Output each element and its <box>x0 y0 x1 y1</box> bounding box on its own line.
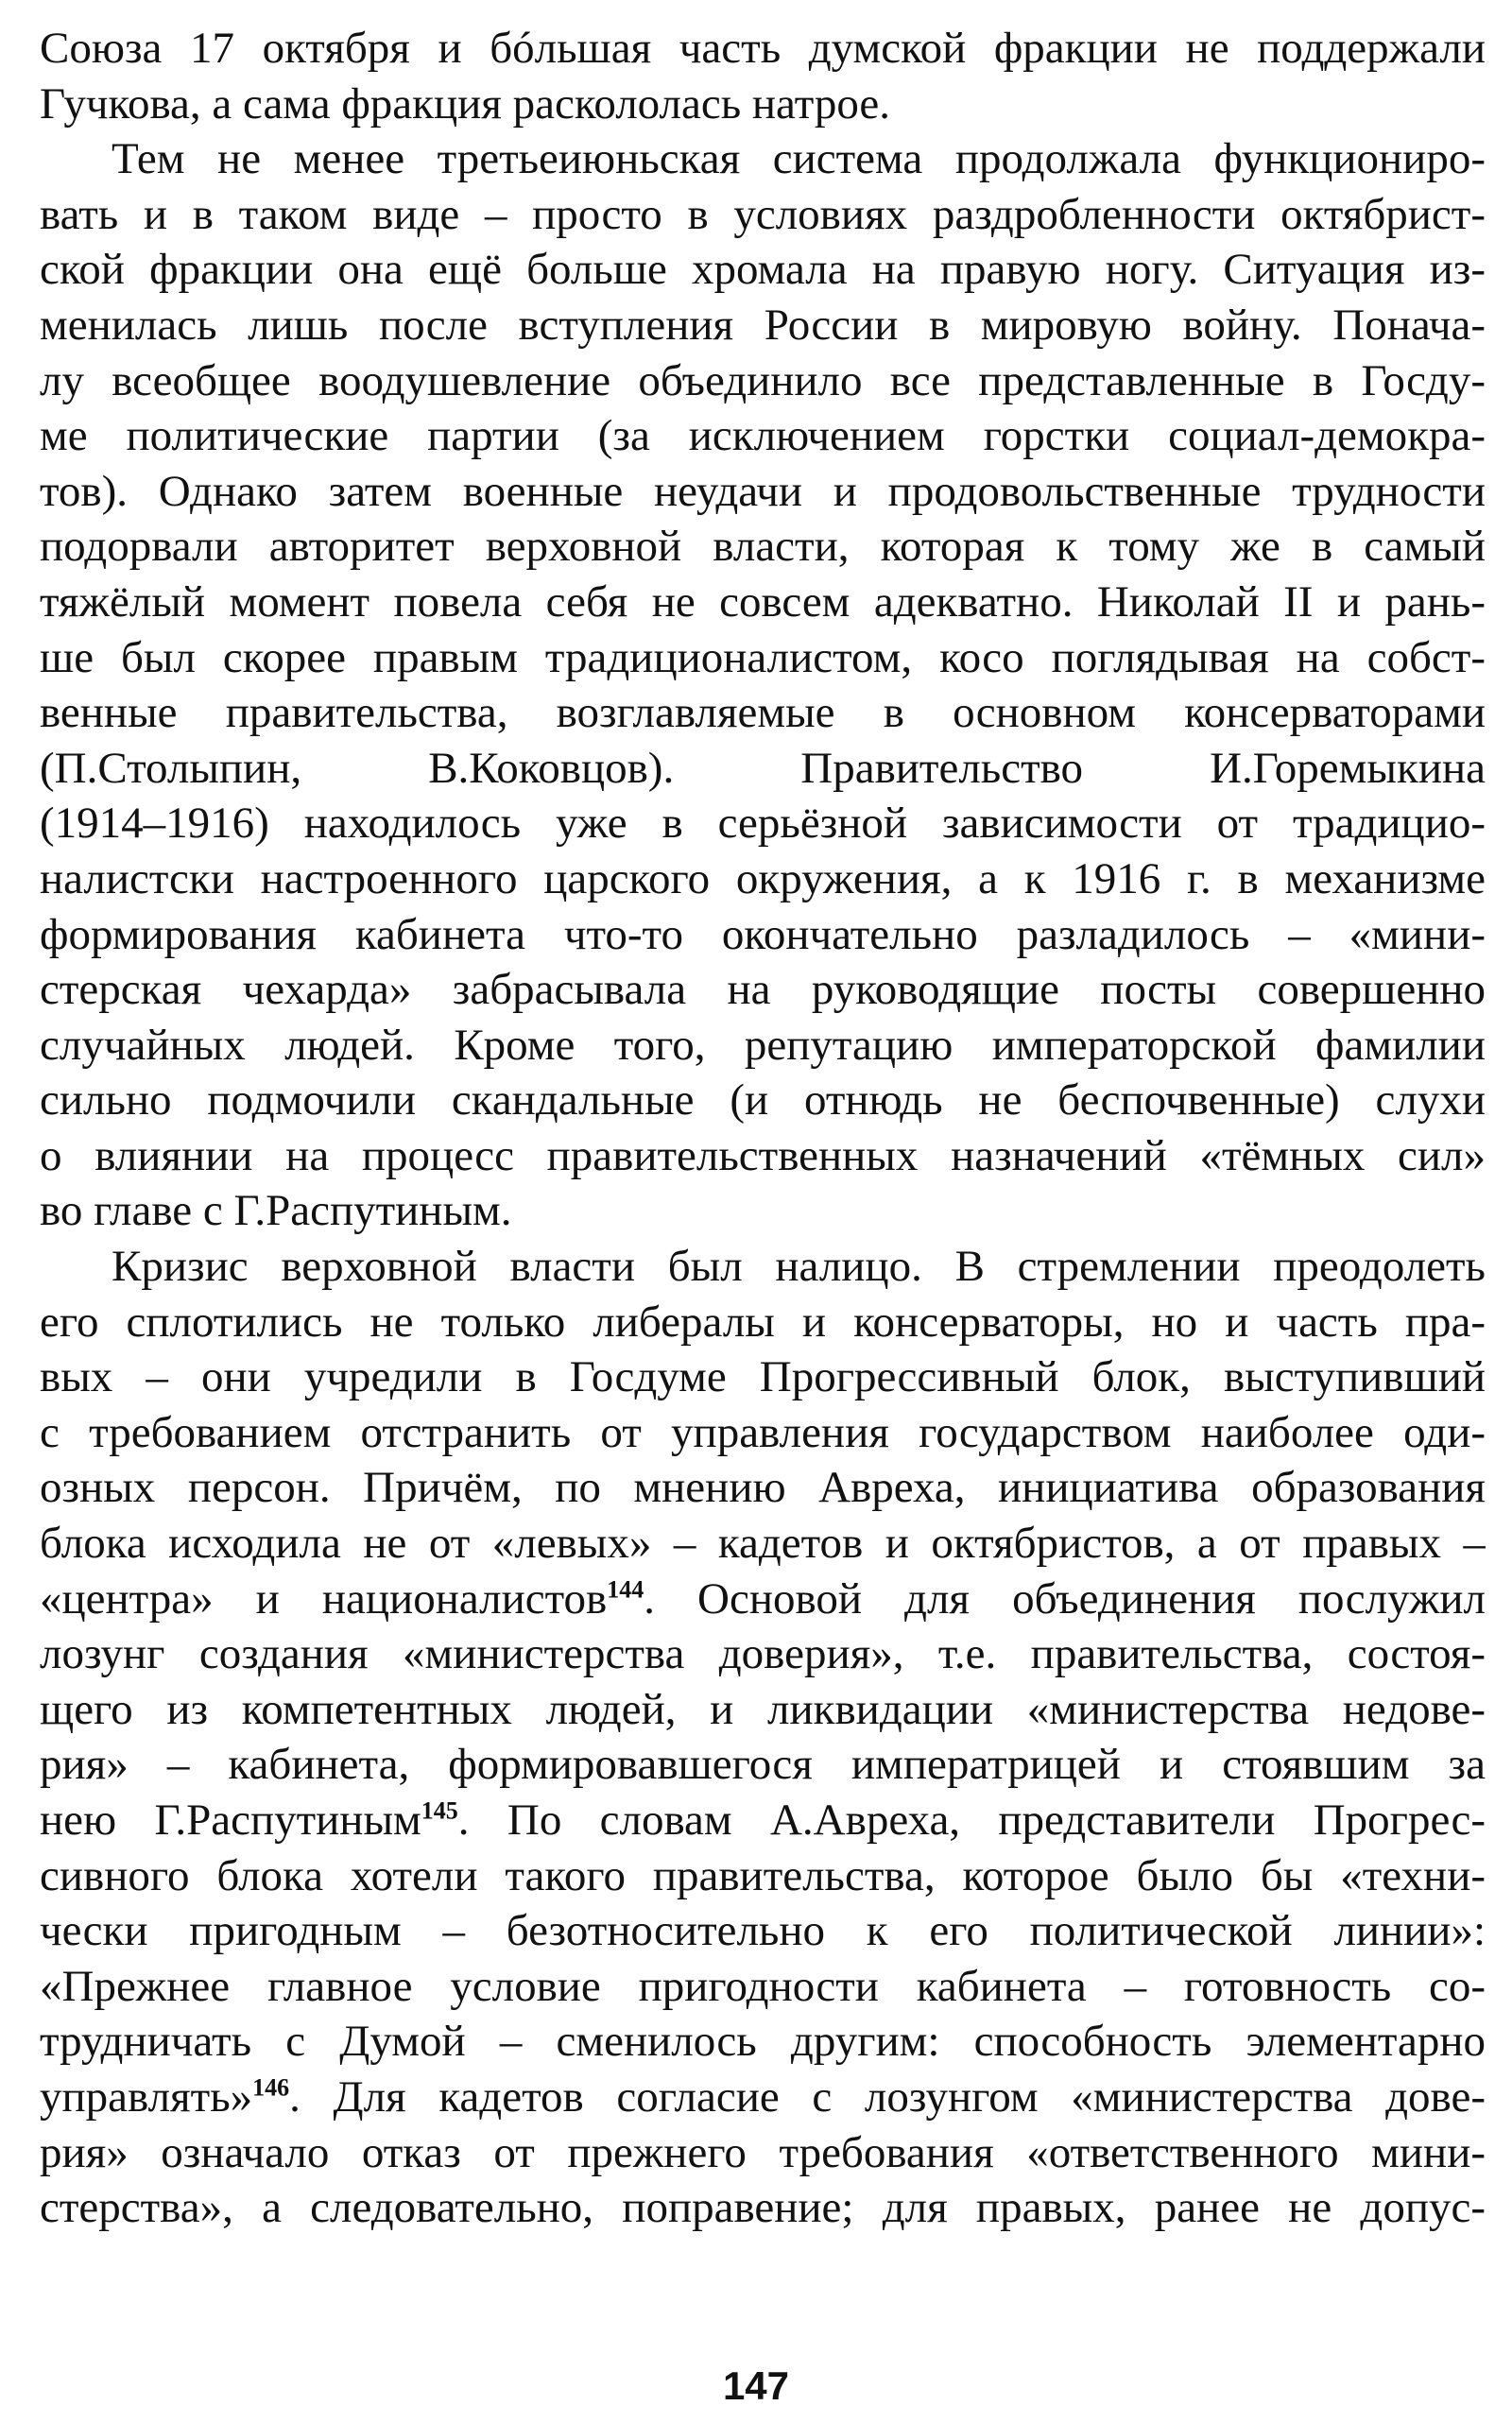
text-line-content: блока исходила не от «левых» – кадетов и октябристов, а от правых – <box>40 1519 1486 1569</box>
text-line-content: вых – они учредили в Госдуме Прогрессивный блок, выступивший <box>40 1352 1486 1402</box>
text-line <box>40 1903 1486 1959</box>
text-line <box>40 1959 1486 2015</box>
text-line-content: щего из компетентных людей, и ликвидации «министерства недове- <box>40 1684 1486 1734</box>
text-line-content: ше был скорее правым традиционалистом, косо поглядывая на собст- <box>40 632 1486 682</box>
text-line-content: Тем не менее третьеиюньская система продолжала функциониро- <box>112 134 1486 184</box>
text-line-continuation: . По словам А.Авреха, представители Прогрес- <box>457 1796 1486 1845</box>
text-line <box>40 1239 1486 1295</box>
text-line <box>40 1183 1486 1239</box>
text-line <box>40 1128 1486 1184</box>
text-line <box>40 851 1486 907</box>
text-line <box>40 796 1486 851</box>
text-line-content: трудничать с Думой – сменилось другим: способность элементарно <box>40 2017 1486 2067</box>
text-line <box>40 1793 1486 1848</box>
text-line <box>40 1018 1486 1074</box>
text-line-content: сильно подмочили скандальные (и отнюдь не беспочвенные) слухи <box>40 1075 1486 1126</box>
text-line <box>40 1349 1486 1405</box>
text-line <box>40 685 1486 741</box>
text-line <box>40 298 1486 353</box>
text-line <box>40 630 1486 686</box>
text-line <box>40 2014 1486 2070</box>
text-line-content: управлять» <box>40 2071 253 2122</box>
text-line-content: Кризис верховной власти был налицо. В стремлении преодолеть <box>112 1242 1486 1292</box>
text-line <box>40 2180 1486 2236</box>
text-line <box>40 1848 1486 1904</box>
text-line-content: подорвали авторитет верховной власти, которая к тому же в самый <box>40 522 1486 572</box>
text-line <box>40 187 1486 243</box>
text-line <box>40 575 1486 630</box>
text-line <box>40 1572 1486 1627</box>
text-line-content: Гучкова, а сама фракция раскололась натрое. <box>40 78 890 129</box>
text-line <box>40 741 1486 797</box>
text-line-content: Союза 17 октября и бóльшая часть думской фракции не поддержали <box>40 24 1486 73</box>
text-line-content: во главе с Г.Распутиным. <box>40 1186 512 1236</box>
text-line-content: рия» означало отказ от прежнего требования «ответственного мини- <box>40 2127 1486 2177</box>
text-line <box>40 353 1486 409</box>
text-line-content: стерства», а следовательно, поправение; для правых, ранее не допус- <box>40 2183 1486 2233</box>
page-number: 147 <box>722 2363 790 2408</box>
text-line-content: озных персон. Причём, по мнению Авреха, инициатива образования <box>40 1463 1486 1513</box>
text-line <box>40 2125 1486 2181</box>
text-line <box>40 962 1486 1018</box>
text-line <box>40 242 1486 298</box>
footnote-reference: 144 <box>607 1574 644 1603</box>
footnote-reference: 145 <box>421 1796 458 1825</box>
text-line-content: венные правительства, возглавляемые в основном консерваторами <box>40 688 1486 738</box>
text-line <box>40 1516 1486 1572</box>
text-line <box>40 2070 1486 2125</box>
text-line-content: ской фракции она ещё больше хромала на правую ногу. Ситуация из- <box>40 245 1486 295</box>
text-line-content: тов). Однако затем военные неудачи и продовольственные трудности <box>40 466 1486 516</box>
text-line-content: формирования кабинета что-то окончательно разладилось – «мини- <box>40 909 1486 959</box>
text-line-content: (П.Столыпин, В.Коковцов). Правительство И.Горемыкина <box>40 743 1486 793</box>
text-line-content: рия» – кабинета, формировавшегося императрицей и стоявшим за <box>40 1740 1486 1790</box>
body-text <box>40 21 1486 2236</box>
text-line <box>40 77 1486 132</box>
text-line-content: менилась лишь после вступления России в мировую войну. Понача- <box>40 300 1486 350</box>
text-line-content: налистски настроенного царского окружения, а к 1916 г. в механизме <box>40 853 1486 903</box>
text-line <box>40 1405 1486 1461</box>
text-line-content: лозунг создания «министерства доверия», т.е. правительства, состоя- <box>40 1629 1486 1679</box>
text-line <box>40 1460 1486 1516</box>
text-line <box>40 408 1486 464</box>
text-line-content: о влиянии на процесс правительственных назначений «тёмных сил» <box>40 1130 1486 1180</box>
text-line-continuation: . Для кадетов согласие с лозунгом «министерства дове- <box>289 2071 1486 2122</box>
text-line-content: случайных людей. Кроме того, репутацию императорской фамилии <box>40 1020 1486 1070</box>
text-line-content: его сплотились не только либералы и консерваторы, но и часть пра- <box>40 1297 1486 1347</box>
text-line <box>40 1737 1486 1793</box>
text-line-content: чески пригодным – безотносительно к его политической линии»: <box>40 1906 1486 1956</box>
text-line-continuation: . Основой для объединения послужил <box>644 1573 1486 1624</box>
text-line-content: вать и в таком виде – просто в условиях раздробленности октябрист- <box>40 189 1486 239</box>
text-line-content: нею Г.Распутиным <box>40 1796 421 1845</box>
text-line-content: (1914–1916) находилось уже в серьёзной зависимости от традицио- <box>40 799 1486 849</box>
text-line <box>40 1073 1486 1128</box>
text-line <box>40 131 1486 187</box>
text-line-content: стерская чехарда» забрасывала на руководящие посты совершенно <box>40 965 1486 1015</box>
text-line <box>40 519 1486 575</box>
text-line-content: с требованием отстранить от управления государством наиболее оди- <box>40 1407 1486 1457</box>
text-line <box>40 1295 1486 1350</box>
footnote-reference: 146 <box>252 2073 290 2102</box>
text-line-content: ме политические партии (за исключением горстки социал-демокра- <box>40 411 1486 461</box>
text-line <box>40 907 1486 963</box>
text-line-content: сивного блока хотели такого правительства, которое было бы «техни- <box>40 1850 1486 1900</box>
text-line-content: лу всеобщее воодушевление объединило все представленные в Госду- <box>40 355 1486 405</box>
text-line <box>40 464 1486 520</box>
text-line <box>40 21 1486 77</box>
text-line <box>40 1682 1486 1738</box>
text-line-content: тяжёлый момент повела себя не совсем адекватно. Николай II и рань- <box>40 576 1486 627</box>
text-line-content: «центра» и националистов <box>40 1573 608 1624</box>
text-line <box>40 1626 1486 1682</box>
text-line-content: «Прежнее главное условие пригодности кабинета – готовность со- <box>40 1961 1486 2011</box>
